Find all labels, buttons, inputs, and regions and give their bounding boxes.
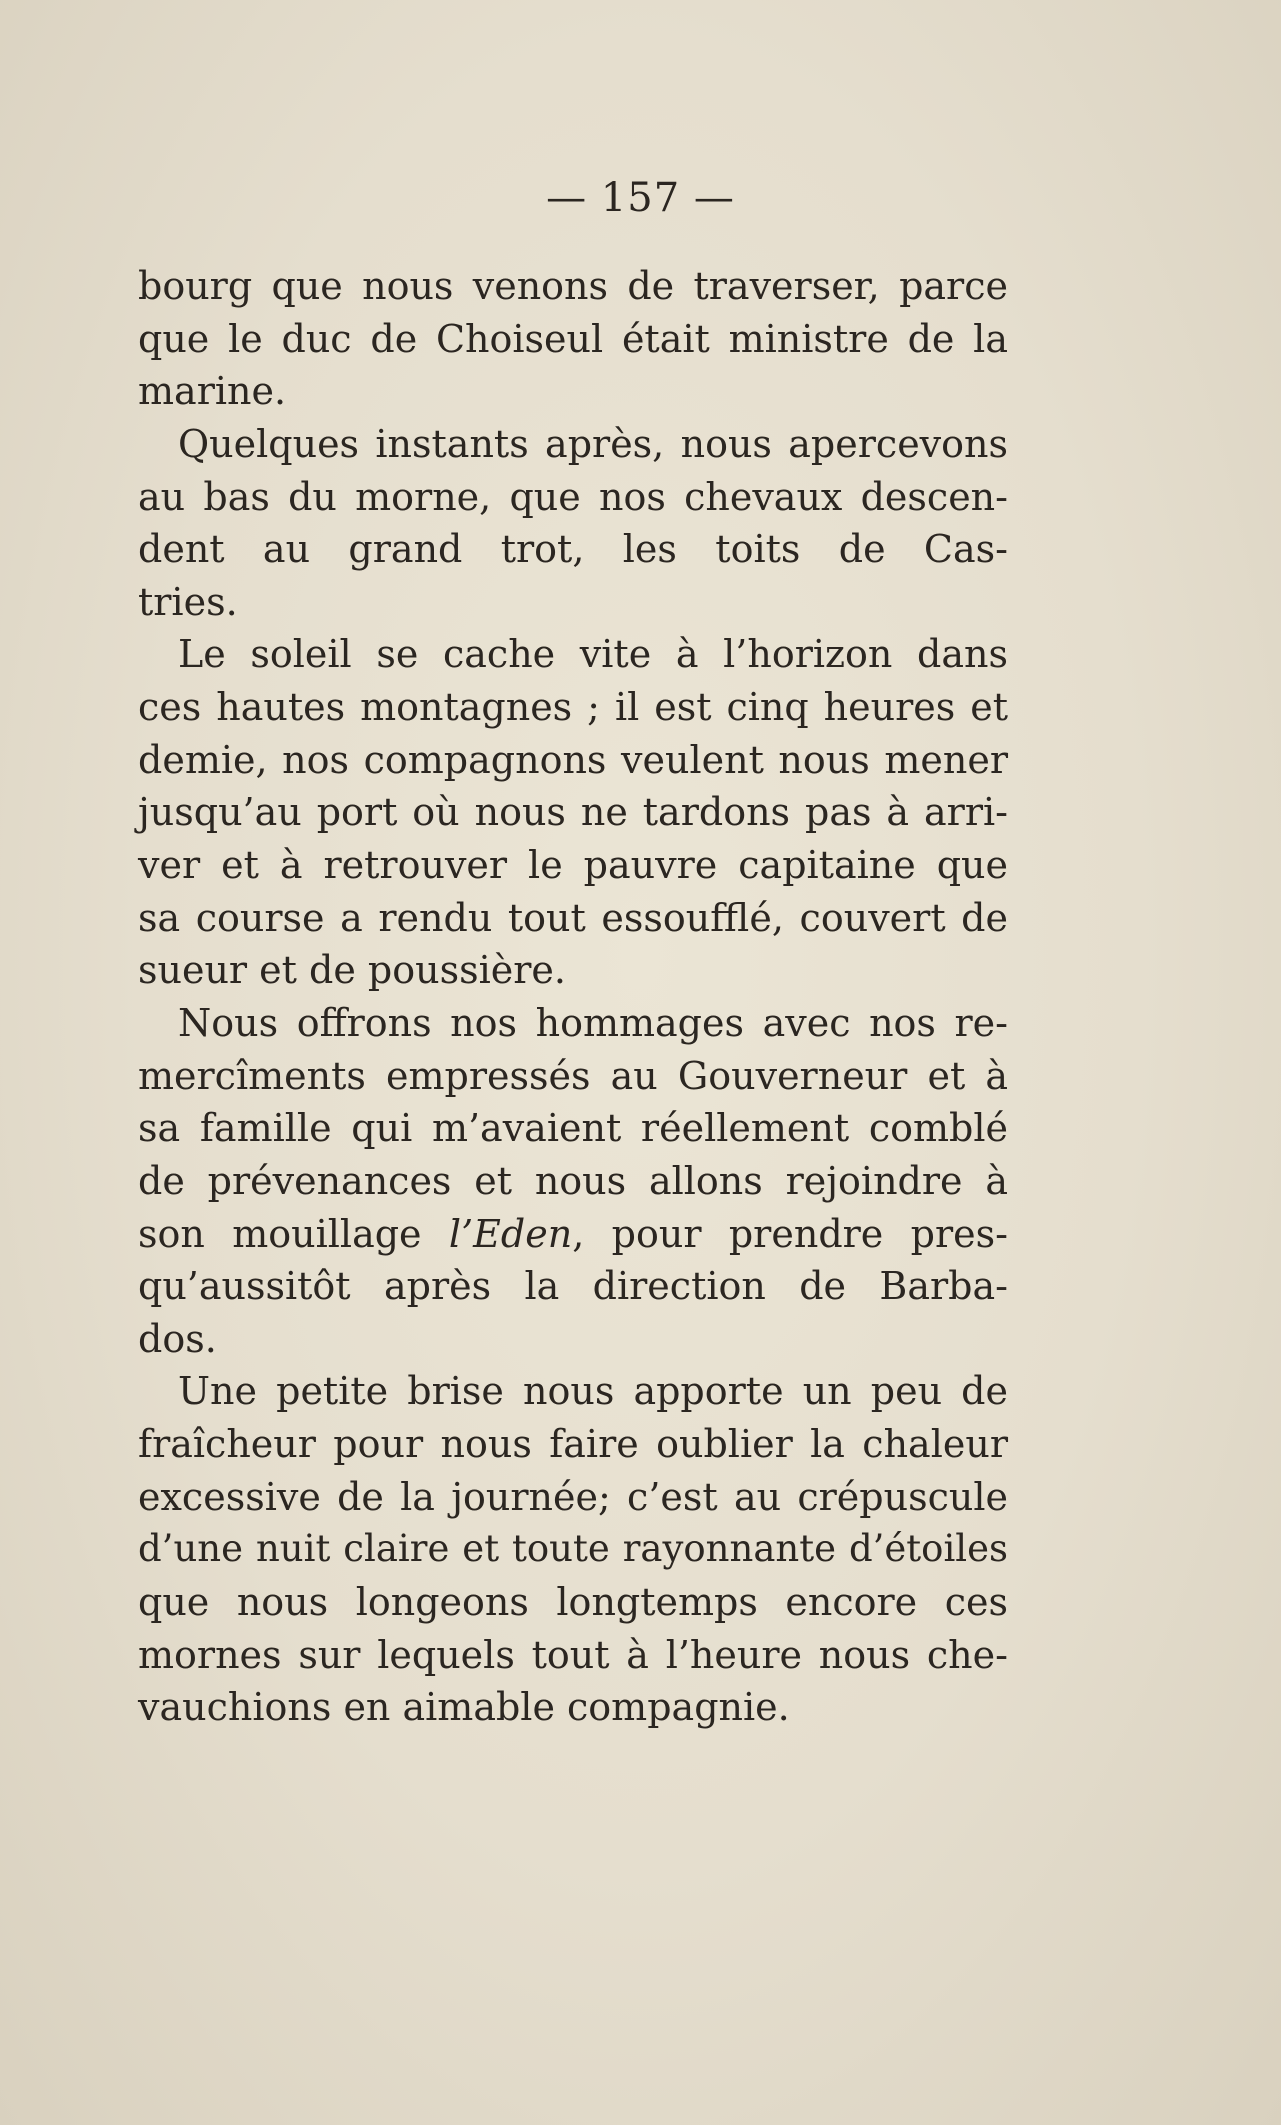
text-line: qu’aussitôt après la direction de Barba- [138,1264,1008,1309]
text-line: de prévenances et nous allons rejoindre à [138,1158,1008,1203]
text-line: mornes sur lequels tout à l’heure nous che- [138,1632,1008,1677]
text-line: fraîcheur pour nous faire oublier la chaleur [138,1422,1008,1467]
text-line: ver et à retrouver le pauvre capitaine que [138,843,1008,888]
text-line: dos. [138,1316,217,1361]
text-line: mercîments empressés au Gouverneur et à [138,1053,1008,1098]
ship-name: l’Eden [448,1211,573,1256]
body-text [138,260,1008,1734]
text-line: Le soleil se cache vite à l’horizon dans [178,632,1008,677]
text-fragment: , pour prendre pres- [572,1211,1008,1256]
text-line: tries. [138,579,238,624]
text-line: ces hautes montagnes ; il est cinq heures et [138,685,1008,730]
text-line: bourg que nous venons de traverser, parce [138,264,1008,308]
text-line: que le duc de Choiseul était ministre de la [138,316,1008,361]
text-line: vauchions en aimable compagnie. [138,1685,790,1730]
text-line: d’une nuit claire et toute rayonnante d’étoiles [138,1527,1008,1571]
text-line: sa famille qui m’avaient réellement comblé [138,1106,1008,1151]
text-line: Une petite brise nous apporte un peu de [178,1369,1008,1414]
text-line: sueur et de poussière. [138,948,566,993]
text-line: dent au grand trot, les toits de Cas- [138,527,1008,572]
text-line [138,1208,1008,1261]
text-line: demie, nos compagnons veulent nous mener [138,737,1008,782]
text-line: que nous longeons longtemps encore ces [138,1580,1008,1625]
text-line: excessive de la journée; c’est au crépuscule [138,1474,1008,1519]
text-line: jusqu’au port où nous ne tardons pas à arri- [138,790,1008,835]
text-fragment: son mouillage [138,1211,449,1256]
text-line: Quelques instants après, nous apercevons [178,421,1008,466]
text-line: au bas du morne, que nos chevaux descen- [138,474,1008,519]
text-line: marine. [138,369,287,414]
text-line: Nous offrons nos hommages avec nos re- [178,1000,1008,1045]
page-number: — 157 — [546,175,735,221]
text-line: sa course a rendu tout essoufflé, couvert de [138,895,1008,940]
